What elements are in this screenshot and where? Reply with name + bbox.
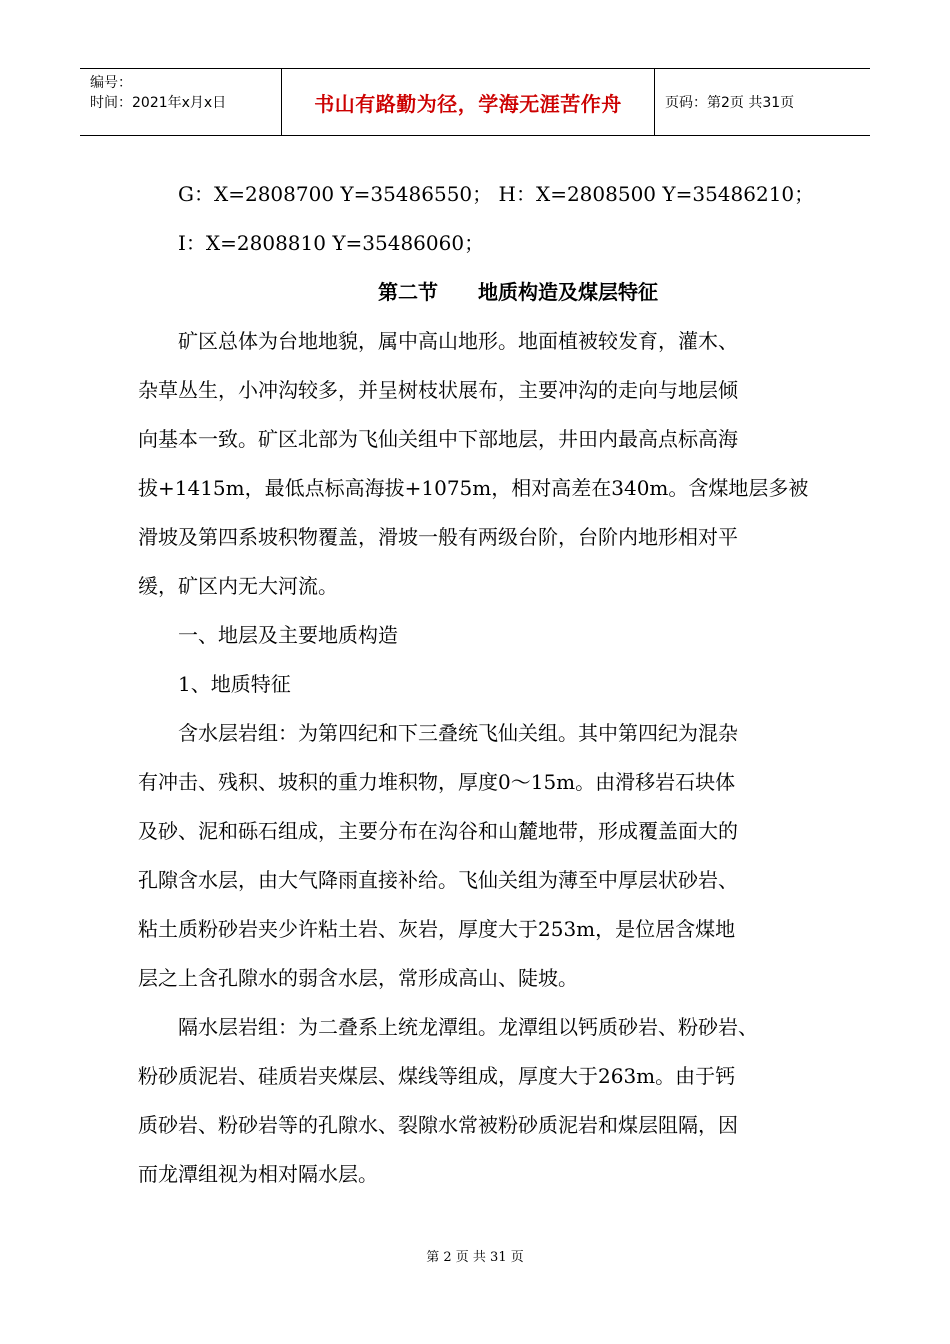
- paragraph-line: 矿区总体为台地地貌，属中高山地形。地面植被较发育，灌木、: [178, 329, 738, 353]
- coordinates-line-1: G：X=2808700 Y=35486550； H：X=2808500 Y=35486210；: [178, 182, 815, 206]
- document-time-label: 时间：2021年x月x日: [90, 95, 227, 111]
- subheading-strata: 一、地层及主要地质构造: [178, 623, 398, 647]
- paragraph-line: 及砂、泥和砾石组成，主要分布在沟谷和山麓地带，形成覆盖面大的: [138, 819, 738, 843]
- paragraph-line: 滑坡及第四系坡积物覆盖，滑坡一般有两级台阶，台阶内地形相对平: [138, 525, 738, 549]
- paragraph-line: 粘土质粉砂岩夹少许粘土岩、灰岩，厚度大于253m，是位居含煤地: [138, 917, 736, 941]
- paragraph-aquiclude: [138, 1003, 828, 1199]
- paragraph-line: 层之上含孔隙水的弱含水层，常形成高山、陡坡。: [138, 966, 578, 990]
- section-number: 第二节: [378, 280, 438, 304]
- paragraph-line: 向基本一致。矿区北部为飞仙关组中下部地层，井田内最高点标高海: [138, 427, 738, 451]
- document-number-label: 编号：: [90, 75, 132, 91]
- paragraph-line: 粉砂质泥岩、硅质岩夹煤层、煤线等组成，厚度大于263m。由于钙: [138, 1064, 736, 1088]
- paragraph-line: 拔+1415m，最低点标高海拔+1075m，相对高差在340m。含煤地层多被: [138, 476, 809, 500]
- paragraph-line: 孔隙含水层，由大气降雨直接补给。飞仙关组为薄至中厚层状砂岩、: [138, 868, 738, 892]
- paragraph-terrain: [138, 317, 828, 611]
- paragraph-line: 而龙潭组视为相对隔水层。: [138, 1162, 378, 1186]
- paragraph-aquifer: [138, 709, 828, 1003]
- header-meta-cell: [80, 69, 282, 135]
- paragraph-line: 缓，矿区内无大河流。: [138, 574, 338, 598]
- coordinates-line-2: I：X=2808810 Y=35486060；: [178, 231, 485, 255]
- document-header: [80, 68, 870, 136]
- header-motto: 书山有路勤为径，学海无涯苦作舟: [282, 69, 655, 135]
- paragraph-line: 含水层岩组：为第四纪和下三叠统飞仙关组。其中第四纪为混杂: [178, 721, 738, 745]
- paragraph-line: 有冲击、残积、坡积的重力堆积物，厚度0～15m。由滑移岩石块体: [138, 770, 736, 794]
- paragraph-line: 杂草丛生，小冲沟较多，并呈树枝状展布，主要冲沟的走向与地层倾: [138, 378, 738, 402]
- paragraph-line: 隔水层岩组：为二叠系上统龙潭组。龙潭组以钙质砂岩、粉砂岩、: [178, 1015, 758, 1039]
- section-name: 地质构造及煤层特征: [478, 280, 658, 304]
- document-body: [138, 170, 828, 1199]
- section-title: [138, 268, 828, 317]
- subheading-geology: 1、地质特征: [178, 672, 291, 696]
- paragraph-line: 质砂岩、粉砂岩等的孔隙水、裂隙水常被粉砂质泥岩和煤层阻隔，因: [138, 1113, 738, 1137]
- header-page-number: 页码：第2页 共31页: [665, 95, 795, 111]
- page-footer: 第 2 页 共 31 页: [426, 1250, 524, 1265]
